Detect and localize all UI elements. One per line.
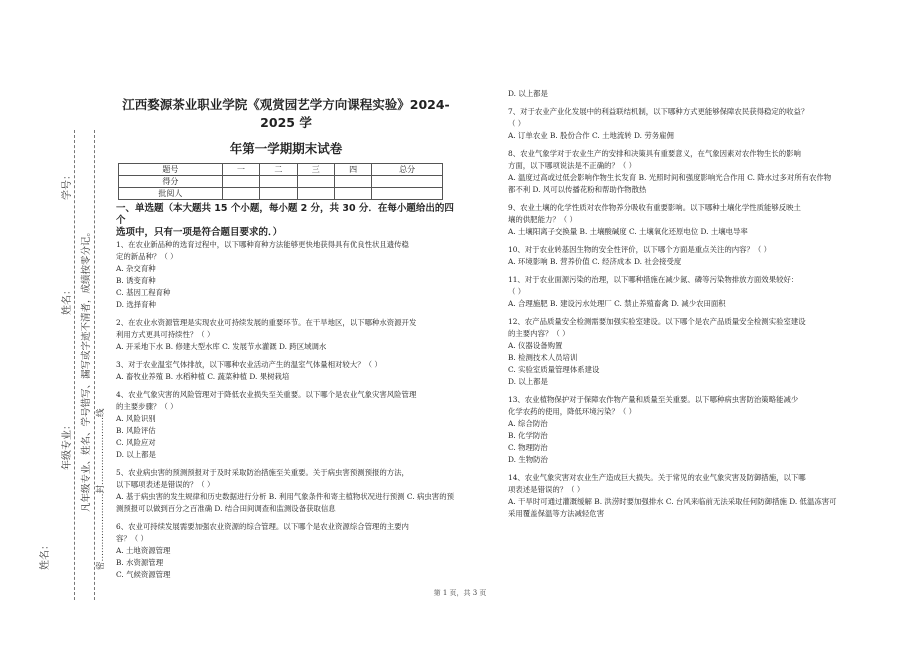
score-header-cell: 一 [222,164,259,176]
question-6 [116,521,456,581]
reviewer-cell[interactable] [222,188,259,200]
option: C. 基因工程育种 [116,288,171,297]
exam-title-line1: 江西婺源茶业职业学院《观赏园艺学方向课程实验》2024-2025 学 [122,97,450,130]
score-row [119,176,443,188]
question-text: 3、对于农业温室气体排放，以下哪种农业活动产生的温室气体量相对较大？（ ） [116,360,382,369]
option: A. 温度过高或过低会影响作物生长发育 B. 光照时间和强度影响光合作用 C. 降水过多对所有农作物都不利 D. 风可以传播花粉和帮助作物散热 [508,173,832,194]
question-text: 7、对于农业产业化发展中的利益联结机制，以下哪种方式更能够保障农民获得稳定的收益？ [508,107,809,116]
score-header-cell: 四 [334,164,371,176]
score-table [118,163,443,200]
question-text: 9、农业土壤的化学性质对农作物养分吸收有重要影响。以下哪种土壤化学性质能够反映土 [508,203,801,212]
student-id-label: 学号： [62,170,73,200]
option: D. 生物防治 [508,455,548,464]
reviewer-row-label: 批阅人 [119,188,223,200]
warning-text: 凡年级专业、姓名、学号错写、漏写或字迹不清者，成绩按零分记。 [81,226,92,512]
reviewer-cell[interactable] [260,188,297,200]
option: A. 基于病虫害的发生规律和历史数据进行分析 B. 利用气象条件和寄主植物状况进行预测 C. 病虫害的预测预报可以做到百分之百准确 D. 结合田间调查和监测设备获取信息 [116,492,454,513]
score-cell[interactable] [372,176,443,188]
option: A. 土地资源管理 [116,546,171,555]
section-heading-line1: 一、单选题（本大题共 15 个小题，每小题 2 分，共 30 分．在每小题给出的四个 [116,203,454,226]
option: B. 检测技术人员培训 [508,353,578,362]
question-text: 化学农药的使用，降低环境污染？（ ） [508,407,636,416]
option: A. 土壤阳离子交换量 B. 土壤酸碱度 C. 土壤氧化还原电位 D. 土壤电导率 [508,227,748,236]
question-text: 10、对于农业转基因生物的安全性评价，以下哪个方面是重点关注的内容？（ ） [508,245,772,254]
question-2 [116,317,456,353]
section-heading-line2: 选项中，只有一项是符合题目要求的．） [116,227,283,238]
question-11 [508,274,838,310]
binding-margin [0,0,118,651]
left-column [116,0,456,581]
question-10 [508,244,838,268]
option: A. 环境影响 B. 营养价值 C. 经济成本 D. 社会接受度 [508,257,682,266]
question-text: 的主要步骤？（ ） [116,402,178,411]
reviewer-cell[interactable] [297,188,334,200]
question-7 [508,106,838,142]
seal-line-outer [74,130,75,600]
question-5 [116,467,456,515]
option: D. 以上都是 [508,89,548,98]
option: A. 仪器设备购置 [508,341,563,350]
score-row-label: 得分 [119,176,223,188]
question-8 [508,148,838,196]
grade-major-label: 年级专业： [62,420,73,470]
reviewer-cell[interactable] [334,188,371,200]
reviewer-row [119,188,443,200]
question-text: 5、农业病虫害的预测预报对于及时采取防治措施至关重要。关于病虫害预测预报的方法， [116,468,409,477]
section-heading [116,203,456,239]
option: B. 诱变育种 [116,276,156,285]
question-text: 方面，以下哪项说法是不正确的？（ ） [508,161,636,170]
score-header-cell: 题号 [119,164,223,176]
question-text: 2、在农业水资源管理是实现农业可持续发展的重要环节。在干旱地区，以下哪种水资源开发 [116,318,417,327]
question-text: 容？（ ） [116,534,148,543]
option: A. 干旱时可通过灌溉缓解 B. 洪涝时要加强排水 C. 台风来临前无法采取任何防御措施 D. 低温冻害可采用覆盖保温等方法减轻危害 [508,497,837,518]
question-text: 12、农产品质量安全检测需要加强实验室建设。以下哪个是农产品质量安全检测实验室建设 [508,317,806,326]
seal-text: 密……………………封……………………线 [96,408,106,570]
reviewer-cell[interactable] [372,188,443,200]
question-14 [508,472,838,520]
score-header-cell: 三 [297,164,334,176]
question-12 [508,316,838,388]
question-1 [116,239,456,311]
question-3 [116,359,456,383]
score-cell[interactable] [297,176,334,188]
question-text: 利用方式更具可持续性？（ ） [116,330,215,339]
question-text: 1、在农业新品种的选育过程中，以下哪种育种方法能够更快地获得具有优良性状且遗传稳 [116,240,409,249]
question-6-continued [508,88,838,100]
option: A. 风险识别 [116,414,156,423]
question-text: 11、对于农业面源污染的治理，以下哪种措施在减少氮、磷等污染物排放方面效果较好： [508,275,799,284]
option: A. 畜牧业养殖 B. 水稻种植 C. 蔬菜种植 D. 果树栽培 [116,372,290,381]
score-header-cell: 总分 [372,164,443,176]
option: D. 以上都是 [116,450,156,459]
option: A. 综合防治 [508,419,548,428]
option: A. 订单农业 B. 股份合作 C. 土地流转 D. 劳务雇佣 [508,131,674,140]
question-text: （ ） [508,287,526,296]
name-outer-label: 姓名： [40,540,51,570]
option: B. 水资源管理 [116,558,164,567]
question-text: （ ） [508,119,526,128]
option: C. 实验室质量管理体系建设 [508,365,600,374]
option: B. 化学防治 [508,431,548,440]
name-label: 姓名： [62,285,73,315]
option: C. 风险应对 [116,438,156,447]
question-text: 定的新品种？（ ） [116,252,178,261]
question-text: 4、农业气象灾害的风险管理对于降低农业损失至关重要。以下哪个是农业气象灾害风险管理 [116,390,417,399]
option: C. 气候资源管理 [116,570,171,579]
question-text: 的主要内容？（ ） [508,329,570,338]
question-13 [508,394,838,466]
option: A. 杂交育种 [116,264,156,273]
score-header-cell: 二 [260,164,297,176]
score-cell[interactable] [222,176,259,188]
question-text: 8、农业气象学对于农业生产的安排和决策具有重要意义，在气象因素对农作物生长的影响 [508,149,801,158]
option: C. 物理防治 [508,443,548,452]
option: D. 以上都是 [508,377,548,386]
option: D. 选择育种 [116,300,156,309]
score-table-header-row [119,164,443,176]
option: A. 开采地下水 B. 修建大型水库 C. 发展节水灌溉 D. 跨区域调水 [116,342,327,351]
right-column [508,88,838,520]
page-footer: 第 1 页，共 3 页 [433,589,487,597]
question-text: 项表述是错误的？（ ） [508,485,585,494]
question-text: 以下哪项表述是错误的？（ ） [116,480,215,489]
question-4 [116,389,456,461]
score-cell[interactable] [334,176,371,188]
option: B. 风险评估 [116,426,156,435]
question-9 [508,202,838,238]
question-text: 壤的供肥能力？（ ） [508,215,577,224]
score-cell[interactable] [260,176,297,188]
question-text: 14、农业气象灾害对农业生产造成巨大损失。关于常见的农业气象灾害及防御措施，以下哪 [508,473,806,482]
question-text: 13、农业植物保护对于保障农作物产量和质量至关重要。以下哪种病虫害防治策略能减少 [508,395,799,404]
option: A. 合理施肥 B. 建设污水处理厂 C. 禁止养殖畜禽 D. 减少农田面积 [508,299,726,308]
question-text: 6、农业可持续发展需要加强农业资源的综合管理。以下哪个是农业资源综合管理的主要内 [116,522,409,531]
exam-title-line2: 年第一学期期末试卷 [229,141,343,156]
